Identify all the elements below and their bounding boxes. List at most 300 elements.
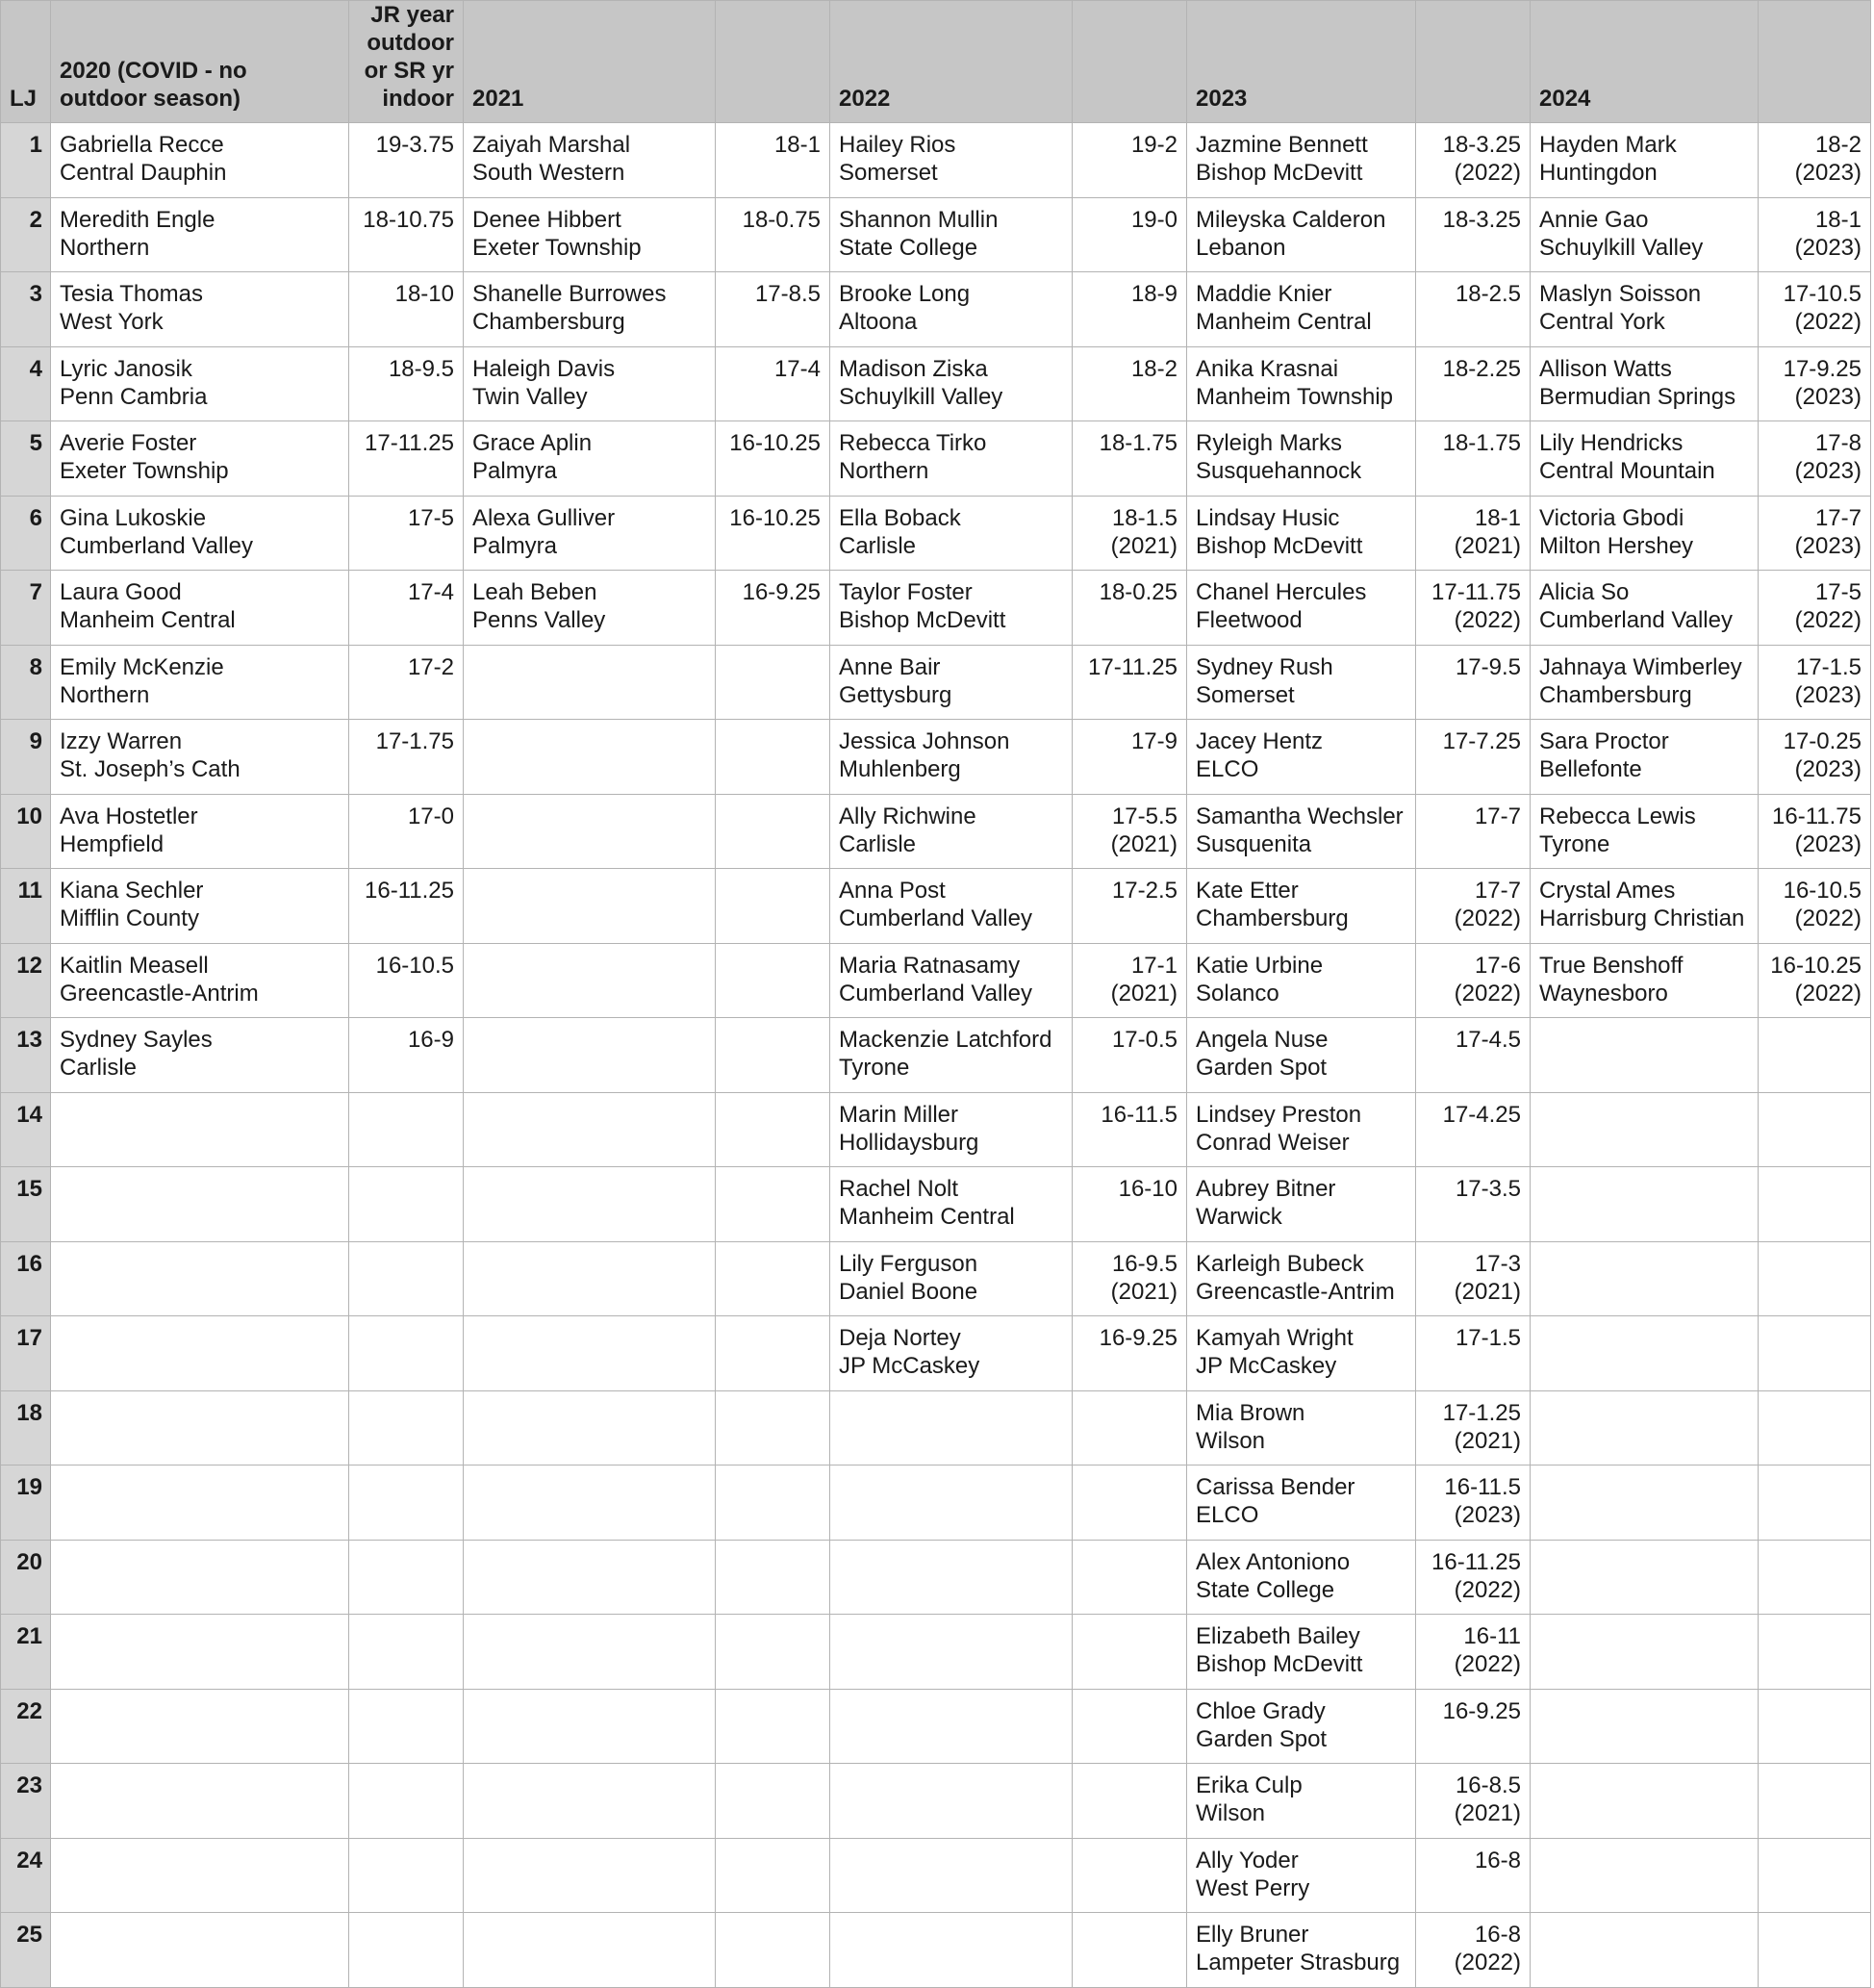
2021-athlete-cell[interactable]: Leah Beben Penns Valley <box>464 571 716 646</box>
2023-mark-cell[interactable]: 17-4.25 <box>1416 1092 1531 1167</box>
table-row <box>1 645 1871 720</box>
header-2022-athlete[interactable]: 2022 <box>830 1 1073 123</box>
2024-athlete-cell[interactable]: Rebecca Lewis Tyrone <box>1531 794 1759 869</box>
2022-mark-cell[interactable]: 18-1.5 (2021) <box>1073 496 1187 571</box>
row-number[interactable]: 14 <box>1 1092 51 1167</box>
2022-athlete-cell[interactable]: Lily Ferguson Daniel Boone <box>830 1241 1073 1316</box>
2021-mark-cell[interactable]: 16-9.25 <box>716 571 830 646</box>
2022-mark-cell[interactable]: 18-2 <box>1073 346 1187 421</box>
2022-mark-cell[interactable]: 16-9.5 (2021) <box>1073 1241 1187 1316</box>
2022-mark-cell[interactable]: 17-0.5 <box>1073 1018 1187 1093</box>
2023-athlete-cell[interactable]: Elly Bruner Lampeter Strasburg <box>1187 1913 1416 1988</box>
2021-mark-cell[interactable]: 18-1 <box>716 123 830 198</box>
2024-athlete-cell[interactable] <box>1531 1316 1759 1391</box>
2023-mark-cell[interactable]: 17-7 <box>1416 794 1531 869</box>
2020-athlete-cell[interactable]: Gina Lukoskie Cumberland Valley <box>51 496 349 571</box>
table-row <box>1 1241 1871 1316</box>
2024-athlete-cell[interactable] <box>1531 1689 1759 1764</box>
header-2021-mark[interactable] <box>716 1 830 123</box>
2022-athlete-cell[interactable] <box>830 1689 1073 1764</box>
2023-mark-cell[interactable]: 18-1 (2021) <box>1416 496 1531 571</box>
2024-athlete-cell[interactable] <box>1531 1092 1759 1167</box>
2021-mark-cell[interactable] <box>716 1689 830 1764</box>
2021-athlete-cell[interactable] <box>464 1689 716 1764</box>
2024-mark-cell[interactable]: 16-10.25 (2022) <box>1759 943 1871 1018</box>
2023-mark-cell[interactable]: 16-9.25 <box>1416 1689 1531 1764</box>
2024-mark-cell[interactable]: 16-10.5 (2022) <box>1759 869 1871 944</box>
2020-mark-cell[interactable] <box>349 1615 464 1690</box>
2022-athlete-cell[interactable] <box>830 1615 1073 1690</box>
2020-mark-cell[interactable]: 16-10.5 <box>349 943 464 1018</box>
2020-athlete-cell[interactable]: Kaitlin Measell Greencastle-Antrim <box>51 943 349 1018</box>
2021-athlete-cell[interactable] <box>464 1316 716 1391</box>
table-row <box>1 1466 1871 1541</box>
2024-mark-cell[interactable]: 17-1.5 (2023) <box>1759 645 1871 720</box>
2023-athlete-cell[interactable]: Alex Antoniono State College <box>1187 1540 1416 1615</box>
2023-athlete-cell[interactable]: Jazmine Bennett Bishop McDevitt <box>1187 123 1416 198</box>
2023-mark-cell[interactable]: 17-7 (2022) <box>1416 869 1531 944</box>
2021-mark-cell[interactable] <box>716 1466 830 1541</box>
2022-mark-cell[interactable]: 17-9 <box>1073 720 1187 795</box>
2023-mark-cell[interactable]: 16-11 (2022) <box>1416 1615 1531 1690</box>
2020-athlete-cell[interactable]: Gabriella Recce Central Dauphin <box>51 123 349 198</box>
2020-athlete-cell[interactable]: Meredith Engle Northern <box>51 197 349 272</box>
2024-athlete-cell[interactable]: True Benshoff Waynesboro <box>1531 943 1759 1018</box>
2022-athlete-cell[interactable]: Anne Bair Gettysburg <box>830 645 1073 720</box>
2022-athlete-cell[interactable]: Ally Richwine Carlisle <box>830 794 1073 869</box>
2020-athlete-cell[interactable]: Sydney Sayles Carlisle <box>51 1018 349 1093</box>
2021-mark-cell[interactable] <box>716 1316 830 1391</box>
2020-athlete-cell[interactable]: Laura Good Manheim Central <box>51 571 349 646</box>
2022-mark-cell[interactable] <box>1073 1838 1187 1913</box>
2022-athlete-cell[interactable]: Deja Nortey JP McCaskey <box>830 1316 1073 1391</box>
2022-mark-cell[interactable] <box>1073 1764 1187 1839</box>
table-row <box>1 1316 1871 1391</box>
2021-mark-cell[interactable] <box>716 645 830 720</box>
row-number[interactable]: 21 <box>1 1615 51 1690</box>
2022-mark-cell[interactable]: 18-1.75 <box>1073 421 1187 497</box>
table-row <box>1 123 1871 198</box>
2022-mark-cell[interactable] <box>1073 1466 1187 1541</box>
2023-athlete-cell[interactable]: Aubrey Bitner Warwick <box>1187 1167 1416 1242</box>
row-number[interactable]: 5 <box>1 421 51 497</box>
row-number[interactable]: 9 <box>1 720 51 795</box>
2023-mark-cell[interactable]: 17-7.25 <box>1416 720 1531 795</box>
2021-mark-cell[interactable] <box>716 1018 830 1093</box>
2023-mark-cell[interactable]: 18-2.25 <box>1416 346 1531 421</box>
sheet-body <box>1 123 1871 1988</box>
row-number[interactable]: 13 <box>1 1018 51 1093</box>
2020-mark-cell[interactable]: 18-9.5 <box>349 346 464 421</box>
2024-mark-cell[interactable]: 18-1 (2023) <box>1759 197 1871 272</box>
row-number[interactable]: 22 <box>1 1689 51 1764</box>
2024-mark-cell[interactable] <box>1759 1241 1871 1316</box>
2020-mark-cell[interactable] <box>349 1913 464 1988</box>
2020-mark-cell[interactable] <box>349 1689 464 1764</box>
2020-mark-cell[interactable]: 18-10.75 <box>349 197 464 272</box>
2023-mark-cell[interactable]: 18-3.25 <box>1416 197 1531 272</box>
header-2020-mark[interactable]: JR year outdoor or SR yr indoor <box>349 1 464 123</box>
2021-athlete-cell[interactable] <box>464 1615 716 1690</box>
2023-athlete-cell[interactable]: Carissa Bender ELCO <box>1187 1466 1416 1541</box>
2023-mark-cell[interactable]: 18-3.25 (2022) <box>1416 123 1531 198</box>
2024-athlete-cell[interactable] <box>1531 1615 1759 1690</box>
2022-mark-cell[interactable]: 18-9 <box>1073 272 1187 347</box>
2024-mark-cell[interactable]: 18-2 (2023) <box>1759 123 1871 198</box>
2022-athlete-cell[interactable]: Maria Ratnasamy Cumberland Valley <box>830 943 1073 1018</box>
2022-mark-cell[interactable]: 17-1 (2021) <box>1073 943 1187 1018</box>
2021-athlete-cell[interactable] <box>464 645 716 720</box>
2020-mark-cell[interactable] <box>349 1390 464 1466</box>
2023-mark-cell[interactable]: 18-2.5 <box>1416 272 1531 347</box>
2024-athlete-cell[interactable] <box>1531 1540 1759 1615</box>
2022-mark-cell[interactable]: 16-9.25 <box>1073 1316 1187 1391</box>
2022-athlete-cell[interactable]: Taylor Foster Bishop McDevitt <box>830 571 1073 646</box>
2020-mark-cell[interactable]: 17-5 <box>349 496 464 571</box>
2020-athlete-cell[interactable] <box>51 1390 349 1466</box>
2021-mark-cell[interactable]: 16-10.25 <box>716 421 830 497</box>
2021-athlete-cell[interactable] <box>464 1018 716 1093</box>
2024-mark-cell[interactable]: 17-0.25 (2023) <box>1759 720 1871 795</box>
header-2020-athlete[interactable]: 2020 (COVID - no outdoor season) <box>51 1 349 123</box>
2021-athlete-cell[interactable] <box>464 1838 716 1913</box>
2021-athlete-cell[interactable] <box>464 1390 716 1466</box>
2020-athlete-cell[interactable] <box>51 1913 349 1988</box>
2023-mark-cell[interactable]: 16-8 (2022) <box>1416 1913 1531 1988</box>
row-number[interactable]: 8 <box>1 645 51 720</box>
2021-mark-cell[interactable] <box>716 943 830 1018</box>
2024-athlete-cell[interactable]: Victoria Gbodi Milton Hershey <box>1531 496 1759 571</box>
2024-athlete-cell[interactable] <box>1531 1466 1759 1541</box>
2021-athlete-cell[interactable] <box>464 1764 716 1839</box>
2021-mark-cell[interactable] <box>716 720 830 795</box>
2023-mark-cell[interactable]: 16-11.25 (2022) <box>1416 1540 1531 1615</box>
2020-mark-cell[interactable] <box>349 1092 464 1167</box>
2022-athlete-cell[interactable]: Shannon Mullin State College <box>830 197 1073 272</box>
2020-athlete-cell[interactable] <box>51 1092 349 1167</box>
header-2024-mark[interactable] <box>1759 1 1871 123</box>
2022-athlete-cell[interactable] <box>830 1838 1073 1913</box>
2024-athlete-cell[interactable]: Crystal Ames Harrisburg Christian <box>1531 869 1759 944</box>
2024-athlete-cell[interactable]: Lily Hendricks Central Mountain <box>1531 421 1759 497</box>
2024-athlete-cell[interactable] <box>1531 1838 1759 1913</box>
row-number[interactable]: 1 <box>1 123 51 198</box>
2022-athlete-cell[interactable]: Hailey Rios Somerset <box>830 123 1073 198</box>
2020-mark-cell[interactable] <box>349 1466 464 1541</box>
2021-athlete-cell[interactable] <box>464 1540 716 1615</box>
2022-athlete-cell[interactable]: Ella Boback Carlisle <box>830 496 1073 571</box>
2021-mark-cell[interactable]: 16-10.25 <box>716 496 830 571</box>
2024-mark-cell[interactable]: 17-7 (2023) <box>1759 496 1871 571</box>
2021-athlete-cell[interactable]: Zaiyah Marshal South Western <box>464 123 716 198</box>
2020-mark-cell[interactable] <box>349 1838 464 1913</box>
2021-athlete-cell[interactable] <box>464 720 716 795</box>
2022-mark-cell[interactable]: 19-2 <box>1073 123 1187 198</box>
2020-mark-cell[interactable]: 16-9 <box>349 1018 464 1093</box>
2022-athlete-cell[interactable] <box>830 1466 1073 1541</box>
2020-mark-cell[interactable]: 17-1.75 <box>349 720 464 795</box>
2020-mark-cell[interactable] <box>349 1241 464 1316</box>
2024-mark-cell[interactable] <box>1759 1615 1871 1690</box>
2023-athlete-cell[interactable]: Katie Urbine Solanco <box>1187 943 1416 1018</box>
2021-athlete-cell[interactable]: Shanelle Burrowes Chambersburg <box>464 272 716 347</box>
2020-athlete-cell[interactable] <box>51 1466 349 1541</box>
2024-athlete-cell[interactable]: Sara Proctor Bellefonte <box>1531 720 1759 795</box>
2020-mark-cell[interactable]: 17-4 <box>349 571 464 646</box>
header-2021-athlete[interactable]: 2021 <box>464 1 716 123</box>
2022-athlete-cell[interactable] <box>830 1390 1073 1466</box>
2022-athlete-cell[interactable]: Rebecca Tirko Northern <box>830 421 1073 497</box>
2021-athlete-cell[interactable]: Grace Aplin Palmyra <box>464 421 716 497</box>
2021-athlete-cell[interactable]: Denee Hibbert Exeter Township <box>464 197 716 272</box>
2024-mark-cell[interactable] <box>1759 1390 1871 1466</box>
2021-athlete-cell[interactable] <box>464 794 716 869</box>
2022-mark-cell[interactable]: 16-11.5 <box>1073 1092 1187 1167</box>
2020-mark-cell[interactable] <box>349 1167 464 1242</box>
row-number[interactable]: 7 <box>1 571 51 646</box>
2020-mark-cell[interactable]: 16-11.25 <box>349 869 464 944</box>
2024-athlete-cell[interactable] <box>1531 1167 1759 1242</box>
2020-athlete-cell[interactable]: Averie Foster Exeter Township <box>51 421 349 497</box>
2022-athlete-cell[interactable]: Rachel Nolt Manheim Central <box>830 1167 1073 1242</box>
2023-athlete-cell[interactable]: Lindsay Husic Bishop McDevitt <box>1187 496 1416 571</box>
2024-mark-cell[interactable] <box>1759 1466 1871 1541</box>
2023-mark-cell[interactable]: 17-3 (2021) <box>1416 1241 1531 1316</box>
2024-athlete-cell[interactable]: Annie Gao Schuylkill Valley <box>1531 197 1759 272</box>
2021-athlete-cell[interactable]: Haleigh Davis Twin Valley <box>464 346 716 421</box>
2020-athlete-cell[interactable] <box>51 1838 349 1913</box>
2021-athlete-cell[interactable] <box>464 869 716 944</box>
2020-athlete-cell[interactable]: Tesia Thomas West York <box>51 272 349 347</box>
2020-mark-cell[interactable]: 17-0 <box>349 794 464 869</box>
2021-athlete-cell[interactable] <box>464 1466 716 1541</box>
table-row <box>1 496 1871 571</box>
2023-athlete-cell[interactable]: Ryleigh Marks Susquehannock <box>1187 421 1416 497</box>
2021-mark-cell[interactable] <box>716 869 830 944</box>
2024-athlete-cell[interactable] <box>1531 1390 1759 1466</box>
row-number[interactable]: 4 <box>1 346 51 421</box>
2024-athlete-cell[interactable] <box>1531 1018 1759 1093</box>
2023-athlete-cell[interactable]: Mia Brown Wilson <box>1187 1390 1416 1466</box>
row-number[interactable]: 11 <box>1 869 51 944</box>
2023-athlete-cell[interactable]: Mileyska Calderon Lebanon <box>1187 197 1416 272</box>
2022-athlete-cell[interactable]: Marin Miller Hollidaysburg <box>830 1092 1073 1167</box>
2021-athlete-cell[interactable] <box>464 943 716 1018</box>
2024-mark-cell[interactable]: 16-11.75 (2023) <box>1759 794 1871 869</box>
row-number[interactable]: 25 <box>1 1913 51 1988</box>
2020-athlete-cell[interactable] <box>51 1689 349 1764</box>
table-row <box>1 421 1871 497</box>
2023-athlete-cell[interactable]: Anika Krasnai Manheim Township <box>1187 346 1416 421</box>
2021-mark-cell[interactable] <box>716 1913 830 1988</box>
2022-mark-cell[interactable] <box>1073 1615 1187 1690</box>
table-row <box>1 272 1871 347</box>
2024-athlete-cell[interactable] <box>1531 1764 1759 1839</box>
2021-athlete-cell[interactable] <box>464 1241 716 1316</box>
2020-mark-cell[interactable]: 17-11.25 <box>349 421 464 497</box>
2024-mark-cell[interactable] <box>1759 1316 1871 1391</box>
2022-mark-cell[interactable] <box>1073 1540 1187 1615</box>
header-2023-athlete[interactable]: 2023 <box>1187 1 1416 123</box>
2023-athlete-cell[interactable]: Samantha Wechsler Susquenita <box>1187 794 1416 869</box>
2022-athlete-cell[interactable]: Anna Post Cumberland Valley <box>830 869 1073 944</box>
2023-mark-cell[interactable]: 16-8 <box>1416 1838 1531 1913</box>
2023-mark-cell[interactable]: 16-8.5 (2021) <box>1416 1764 1531 1839</box>
2021-athlete-cell[interactable] <box>464 1913 716 1988</box>
2023-mark-cell[interactable]: 17-11.75 (2022) <box>1416 571 1531 646</box>
2024-athlete-cell[interactable]: Jahnaya Wimberley Chambersburg <box>1531 645 1759 720</box>
2024-mark-cell[interactable] <box>1759 1092 1871 1167</box>
2020-mark-cell[interactable] <box>349 1764 464 1839</box>
2024-athlete-cell[interactable]: Alicia So Cumberland Valley <box>1531 571 1759 646</box>
row-number[interactable]: 17 <box>1 1316 51 1391</box>
row-number[interactable]: 6 <box>1 496 51 571</box>
2021-athlete-cell[interactable]: Alexa Gulliver Palmyra <box>464 496 716 571</box>
2023-athlete-cell[interactable]: Ally Yoder West Perry <box>1187 1838 1416 1913</box>
table-row <box>1 943 1871 1018</box>
2022-athlete-cell[interactable]: Mackenzie Latchford Tyrone <box>830 1018 1073 1093</box>
2023-athlete-cell[interactable]: Elizabeth Bailey Bishop McDevitt <box>1187 1615 1416 1690</box>
2023-mark-cell[interactable]: 17-3.5 <box>1416 1167 1531 1242</box>
2024-mark-cell[interactable]: 17-9.25 (2023) <box>1759 346 1871 421</box>
2020-athlete-cell[interactable]: Emily McKenzie Northern <box>51 645 349 720</box>
2020-mark-cell[interactable]: 17-2 <box>349 645 464 720</box>
2023-athlete-cell[interactable]: Kate Etter Chambersburg <box>1187 869 1416 944</box>
2022-mark-cell[interactable] <box>1073 1689 1187 1764</box>
2024-athlete-cell[interactable]: Hayden Mark Huntingdon <box>1531 123 1759 198</box>
2021-mark-cell[interactable] <box>716 1092 830 1167</box>
2023-athlete-cell[interactable]: Kamyah Wright JP McCaskey <box>1187 1316 1416 1391</box>
2024-mark-cell[interactable] <box>1759 1764 1871 1839</box>
2021-mark-cell[interactable] <box>716 1764 830 1839</box>
row-number[interactable]: 23 <box>1 1764 51 1839</box>
2020-athlete-cell[interactable]: Ava Hostetler Hempfield <box>51 794 349 869</box>
2022-athlete-cell[interactable]: Brooke Long Altoona <box>830 272 1073 347</box>
2021-athlete-cell[interactable] <box>464 1092 716 1167</box>
2021-mark-cell[interactable] <box>716 1241 830 1316</box>
2023-mark-cell[interactable]: 17-1.5 <box>1416 1316 1531 1391</box>
row-number[interactable]: 16 <box>1 1241 51 1316</box>
row-number[interactable]: 2 <box>1 197 51 272</box>
2020-athlete-cell[interactable] <box>51 1540 349 1615</box>
2024-mark-cell[interactable] <box>1759 1018 1871 1093</box>
2023-athlete-cell[interactable]: Jacey Hentz ELCO <box>1187 720 1416 795</box>
2024-athlete-cell[interactable] <box>1531 1913 1759 1988</box>
2022-athlete-cell[interactable] <box>830 1540 1073 1615</box>
table-row <box>1 1540 1871 1615</box>
row-number[interactable]: 15 <box>1 1167 51 1242</box>
2023-athlete-cell[interactable]: Maddie Knier Manheim Central <box>1187 272 1416 347</box>
2020-mark-cell[interactable] <box>349 1316 464 1391</box>
2023-mark-cell[interactable]: 17-9.5 <box>1416 645 1531 720</box>
2024-mark-cell[interactable] <box>1759 1167 1871 1242</box>
2022-mark-cell[interactable]: 17-2.5 <box>1073 869 1187 944</box>
2021-mark-cell[interactable] <box>716 1540 830 1615</box>
2021-mark-cell[interactable] <box>716 1838 830 1913</box>
2021-mark-cell[interactable]: 17-8.5 <box>716 272 830 347</box>
2022-mark-cell[interactable]: 17-5.5 (2021) <box>1073 794 1187 869</box>
row-number[interactable]: 18 <box>1 1390 51 1466</box>
2023-mark-cell[interactable]: 16-11.5 (2023) <box>1416 1466 1531 1541</box>
2023-mark-cell[interactable]: 18-1.75 <box>1416 421 1531 497</box>
2021-mark-cell[interactable]: 18-0.75 <box>716 197 830 272</box>
2020-athlete-cell[interactable]: Kiana Sechler Mifflin County <box>51 869 349 944</box>
2020-athlete-cell[interactable] <box>51 1615 349 1690</box>
2024-mark-cell[interactable] <box>1759 1838 1871 1913</box>
2022-mark-cell[interactable]: 17-11.25 <box>1073 645 1187 720</box>
2023-athlete-cell[interactable]: Lindsey Preston Conrad Weiser <box>1187 1092 1416 1167</box>
row-number[interactable]: 19 <box>1 1466 51 1541</box>
2023-athlete-cell[interactable]: Angela Nuse Garden Spot <box>1187 1018 1416 1093</box>
header-2023-mark[interactable] <box>1416 1 1531 123</box>
2022-athlete-cell[interactable]: Jessica Johnson Muhlenberg <box>830 720 1073 795</box>
2023-athlete-cell[interactable]: Chanel Hercules Fleetwood <box>1187 571 1416 646</box>
2020-athlete-cell[interactable] <box>51 1764 349 1839</box>
2020-mark-cell[interactable] <box>349 1540 464 1615</box>
2024-athlete-cell[interactable] <box>1531 1241 1759 1316</box>
2022-athlete-cell[interactable]: Madison Ziska Schuylkill Valley <box>830 346 1073 421</box>
table-row <box>1 1615 1871 1690</box>
2020-athlete-cell[interactable] <box>51 1241 349 1316</box>
2024-mark-cell[interactable] <box>1759 1540 1871 1615</box>
2021-mark-cell[interactable]: 17-4 <box>716 346 830 421</box>
table-row <box>1 197 1871 272</box>
2022-athlete-cell[interactable] <box>830 1913 1073 1988</box>
2020-athlete-cell[interactable]: Izzy Warren St. Joseph’s Cath <box>51 720 349 795</box>
row-number[interactable]: 12 <box>1 943 51 1018</box>
2021-mark-cell[interactable] <box>716 1615 830 1690</box>
2023-athlete-cell[interactable]: Chloe Grady Garden Spot <box>1187 1689 1416 1764</box>
2022-mark-cell[interactable] <box>1073 1913 1187 1988</box>
2023-mark-cell[interactable]: 17-4.5 <box>1416 1018 1531 1093</box>
2024-mark-cell[interactable] <box>1759 1689 1871 1764</box>
2021-mark-cell[interactable] <box>716 1390 830 1466</box>
2022-mark-cell[interactable]: 19-0 <box>1073 197 1187 272</box>
row-number[interactable]: 10 <box>1 794 51 869</box>
2024-mark-cell[interactable] <box>1759 1913 1871 1988</box>
2022-mark-cell[interactable] <box>1073 1390 1187 1466</box>
2021-mark-cell[interactable] <box>716 794 830 869</box>
2020-mark-cell[interactable]: 18-10 <box>349 272 464 347</box>
2023-athlete-cell[interactable]: Sydney Rush Somerset <box>1187 645 1416 720</box>
row-number[interactable]: 20 <box>1 1540 51 1615</box>
2023-athlete-cell[interactable]: Karleigh Bubeck Greencastle-Antrim <box>1187 1241 1416 1316</box>
header-2022-mark[interactable] <box>1073 1 1187 123</box>
2020-mark-cell[interactable]: 19-3.75 <box>349 123 464 198</box>
header-2024-athlete[interactable]: 2024 <box>1531 1 1759 123</box>
2022-athlete-cell[interactable] <box>830 1764 1073 1839</box>
2020-athlete-cell[interactable]: Lyric Janosik Penn Cambria <box>51 346 349 421</box>
2023-athlete-cell[interactable]: Erika Culp Wilson <box>1187 1764 1416 1839</box>
2024-mark-cell[interactable]: 17-5 (2022) <box>1759 571 1871 646</box>
2024-athlete-cell[interactable]: Allison Watts Bermudian Springs <box>1531 346 1759 421</box>
2021-mark-cell[interactable] <box>716 1167 830 1242</box>
row-number[interactable]: 3 <box>1 272 51 347</box>
2020-athlete-cell[interactable] <box>51 1167 349 1242</box>
2020-athlete-cell[interactable] <box>51 1316 349 1391</box>
2024-mark-cell[interactable]: 17-8 (2023) <box>1759 421 1871 497</box>
2022-mark-cell[interactable]: 18-0.25 <box>1073 571 1187 646</box>
2023-mark-cell[interactable]: 17-1.25 (2021) <box>1416 1390 1531 1466</box>
2021-athlete-cell[interactable] <box>464 1167 716 1242</box>
header-lj[interactable]: LJ <box>1 1 51 123</box>
table-row <box>1 720 1871 795</box>
2024-athlete-cell[interactable]: Maslyn Soisson Central York <box>1531 272 1759 347</box>
2022-mark-cell[interactable]: 16-10 <box>1073 1167 1187 1242</box>
row-number[interactable]: 24 <box>1 1838 51 1913</box>
2024-mark-cell[interactable]: 17-10.5 (2022) <box>1759 272 1871 347</box>
2023-mark-cell[interactable]: 17-6 (2022) <box>1416 943 1531 1018</box>
